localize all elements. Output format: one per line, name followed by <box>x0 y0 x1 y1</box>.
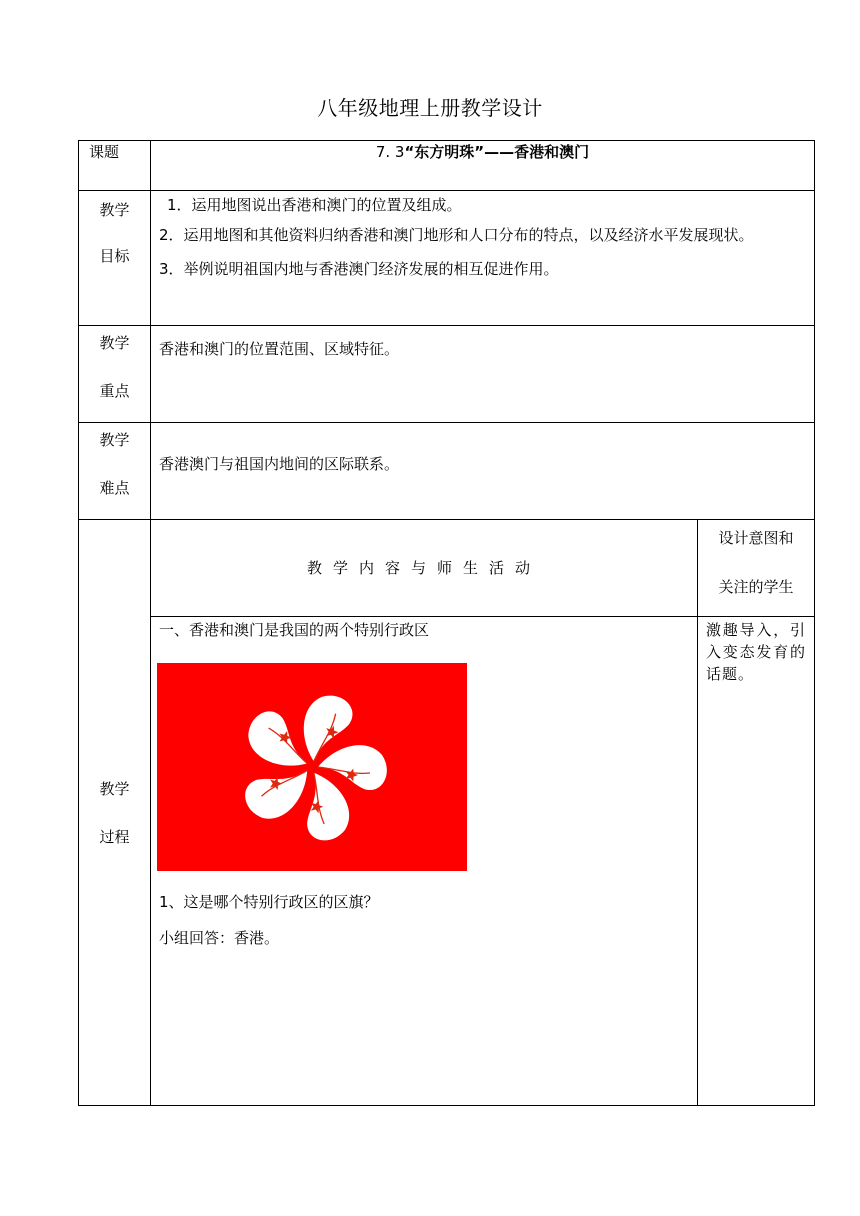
goals-label-1: 教学 <box>99 201 130 219</box>
process-content <box>151 617 698 1106</box>
goals-label-2: 目标 <box>99 247 130 265</box>
topic-value <box>151 141 815 191</box>
answer-text: 小组回答：香港。 <box>159 929 280 947</box>
focus-label-2: 重点 <box>99 382 130 400</box>
difficulty-label-1: 教学 <box>99 431 130 449</box>
document-title: 八年级地理上册教学设计 <box>317 96 543 120</box>
difficulty-content <box>151 423 815 520</box>
side-note-cell <box>698 617 815 1106</box>
difficulty-text: 香港澳门与祖国内地间的区际联系。 <box>159 455 400 473</box>
flag-background <box>157 663 467 871</box>
side-header <box>698 520 815 617</box>
question-text: 1、这是哪个特别行政区的区旗？ <box>159 893 379 911</box>
process-label-1: 教学 <box>99 779 130 798</box>
side-header-1: 设计意图和 <box>718 529 794 547</box>
difficulty-row <box>79 423 815 520</box>
section-heading: 一、香港和澳门是我国的两个特别行政区 <box>159 621 430 639</box>
process-header-row <box>79 520 815 617</box>
lesson-plan-table <box>78 140 815 1106</box>
focus-text: 香港和澳门的位置范围、区域特征。 <box>159 340 400 358</box>
bauhinia-flag-icon <box>157 663 467 871</box>
goals-label <box>79 191 151 326</box>
content-header: 教学内容与师生活动 <box>151 520 698 617</box>
goal-item-3: 3．举例说明祖国内地与香港澳门经济发展的相互促进作用。 <box>159 260 559 278</box>
goals-content <box>151 191 815 326</box>
difficulty-label-2: 难点 <box>99 479 130 497</box>
topic-text: “东方明珠”——香港和澳门 <box>404 143 590 161</box>
process-body-row <box>79 617 815 1106</box>
side-header-2: 关注的学生 <box>718 578 794 596</box>
topic-label: 课题 <box>79 141 151 191</box>
side-note: 激趣导入，引入变态发育的话题。 <box>706 621 806 683</box>
goals-row <box>79 191 815 326</box>
goal-item-2: 2．运用地图和其他资料归纳香港和澳门地形和人口分布的特点，以及经济水平发展现状。 <box>159 226 754 244</box>
process-label-2: 过程 <box>99 827 130 846</box>
focus-label <box>79 326 151 423</box>
focus-content <box>151 326 815 423</box>
topic-row <box>79 141 815 191</box>
process-label <box>79 520 151 1106</box>
difficulty-label <box>79 423 151 520</box>
goal-item-1: 1．运用地图说出香港和澳门的位置及组成。 <box>167 196 462 214</box>
topic-number: 7. 3 <box>375 143 405 161</box>
focus-label-1: 教学 <box>99 334 130 352</box>
focus-row <box>79 326 815 423</box>
